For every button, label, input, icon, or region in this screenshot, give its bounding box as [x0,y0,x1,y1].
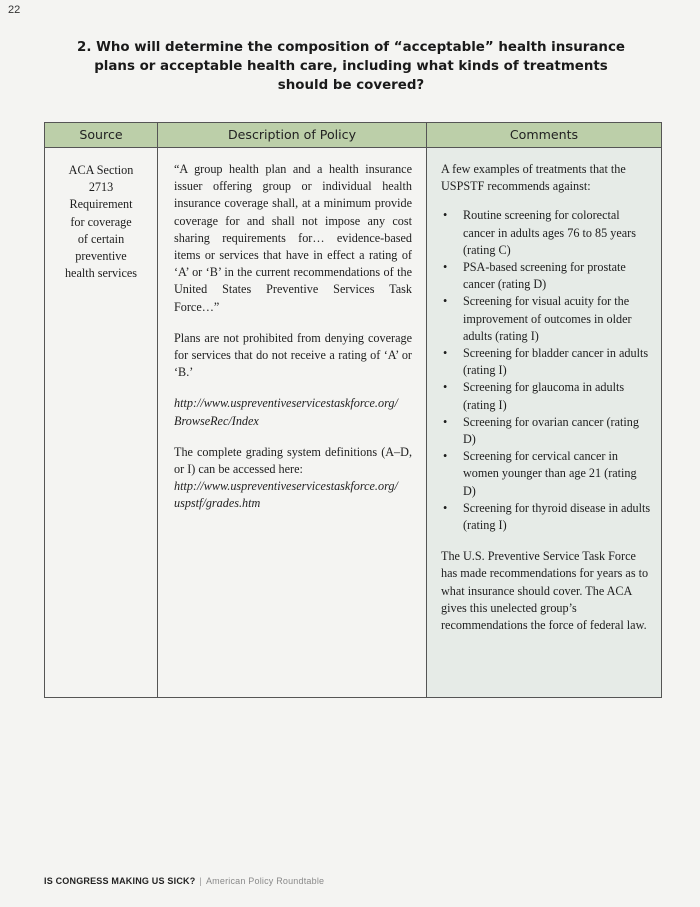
bullet-icon: • [443,414,448,429]
question-line: plans or acceptable health care, including what kinds of treatments [94,59,608,74]
list-item-text: Screening for bladder cancer in adults (rating I) [463,346,649,378]
bullet-icon: • [443,260,448,275]
list-item [441,448,651,500]
description-column [158,123,427,697]
bullet-icon: • [443,346,448,361]
bullet-icon: • [443,380,448,395]
question-heading [60,38,642,95]
url-link-browse[interactable] [174,395,412,429]
list-item [441,379,651,413]
source-line: 2713 [88,180,114,195]
footer-title: IS CONGRESS MAKING US SICK? [44,876,196,886]
source-column [45,123,158,697]
bullet-icon: • [443,208,448,223]
comments-header: Comments [427,123,661,148]
source-line: preventive [75,249,127,264]
source-line: Requirement [69,197,133,212]
question-line: should be covered? [277,78,425,93]
source-header: Source [45,123,157,148]
policy-table [44,122,662,698]
source-line: ACA Section [68,163,134,177]
list-item [441,500,651,534]
bullet-icon: • [443,294,448,309]
comments-intro: A few examples of treatments that the USPSTF recommends against: [441,162,626,194]
list-item-text: Screening for cervical cancer in women younger than age 21 (rating D) [463,449,637,498]
description-header: Description of Policy [158,123,426,148]
comments-cell [427,148,661,634]
source-line: health services [64,266,138,281]
url-line: http://www.uspreventiveservicestaskforce.org/ [174,396,398,411]
page-number: 22 [8,4,21,16]
comments-column [427,123,661,697]
list-item-text: Screening for visual acuity for the improvement of outcomes in older adults (rating I) [463,294,632,343]
treatment-list [441,207,651,534]
description-cell [158,148,426,513]
source-line: of certain [77,231,125,246]
list-item-text: Screening for glaucoma in adults (rating I) [463,380,625,412]
bullet-icon: • [443,449,448,464]
list-item-text: Screening for thyroid disease in adults (rating I) [463,500,651,533]
question-line: 2. Who will determine the composition of “acceptable” health insurance [77,40,625,55]
policy-note: Plans are not prohibited from denying coverage for services that do not receive a rating of ‘A’ or ‘B.’ [174,330,412,380]
source-line: for coverage [70,214,132,229]
comments-conclusion: The U.S. Preventive Service Task Force has made recommendations for years as to what insurance should cover. The ACA gives this unelected group’s recommendations the force of federal law. [441,549,649,633]
list-item-text: Screening for ovarian cancer (rating D) [463,414,639,447]
list-item [441,293,651,345]
source-cell [51,162,151,282]
list-item [441,259,651,293]
list-item-text: PSA-based screening for prostate cancer (rating D) [463,260,626,292]
list-item [441,345,651,379]
url-line: http://www.uspreventiveservicestaskforce.org/ [174,479,398,494]
list-item [441,414,651,448]
url-link-grades[interactable] [174,478,412,512]
grading-text: The complete grading system definitions (A–D, or I) can be accessed here: [174,444,412,477]
policy-quote: “A group health plan and a health insurance issuer offering group or individual health insurance coverage shall, at a minimum provide coverage for and shall not impose any cost sharing requirements for… evidence-based items or services that have in effect a rating of ‘A’ or ‘B’ in the current recommendations of the United States Preventive Services Task Force…” [174,162,412,314]
footer-separator: | [199,876,202,886]
page-footer [44,876,324,886]
bullet-icon: • [443,500,448,515]
footer-org: American Policy Roundtable [205,876,325,886]
url-line: uspstf/grades.htm [174,496,261,511]
list-item [441,207,651,259]
url-line: BrowseRec/Index [174,413,259,428]
list-item-text: Routine screening for colorectal cancer in adults ages 76 to 85 years (rating C) [463,208,636,257]
